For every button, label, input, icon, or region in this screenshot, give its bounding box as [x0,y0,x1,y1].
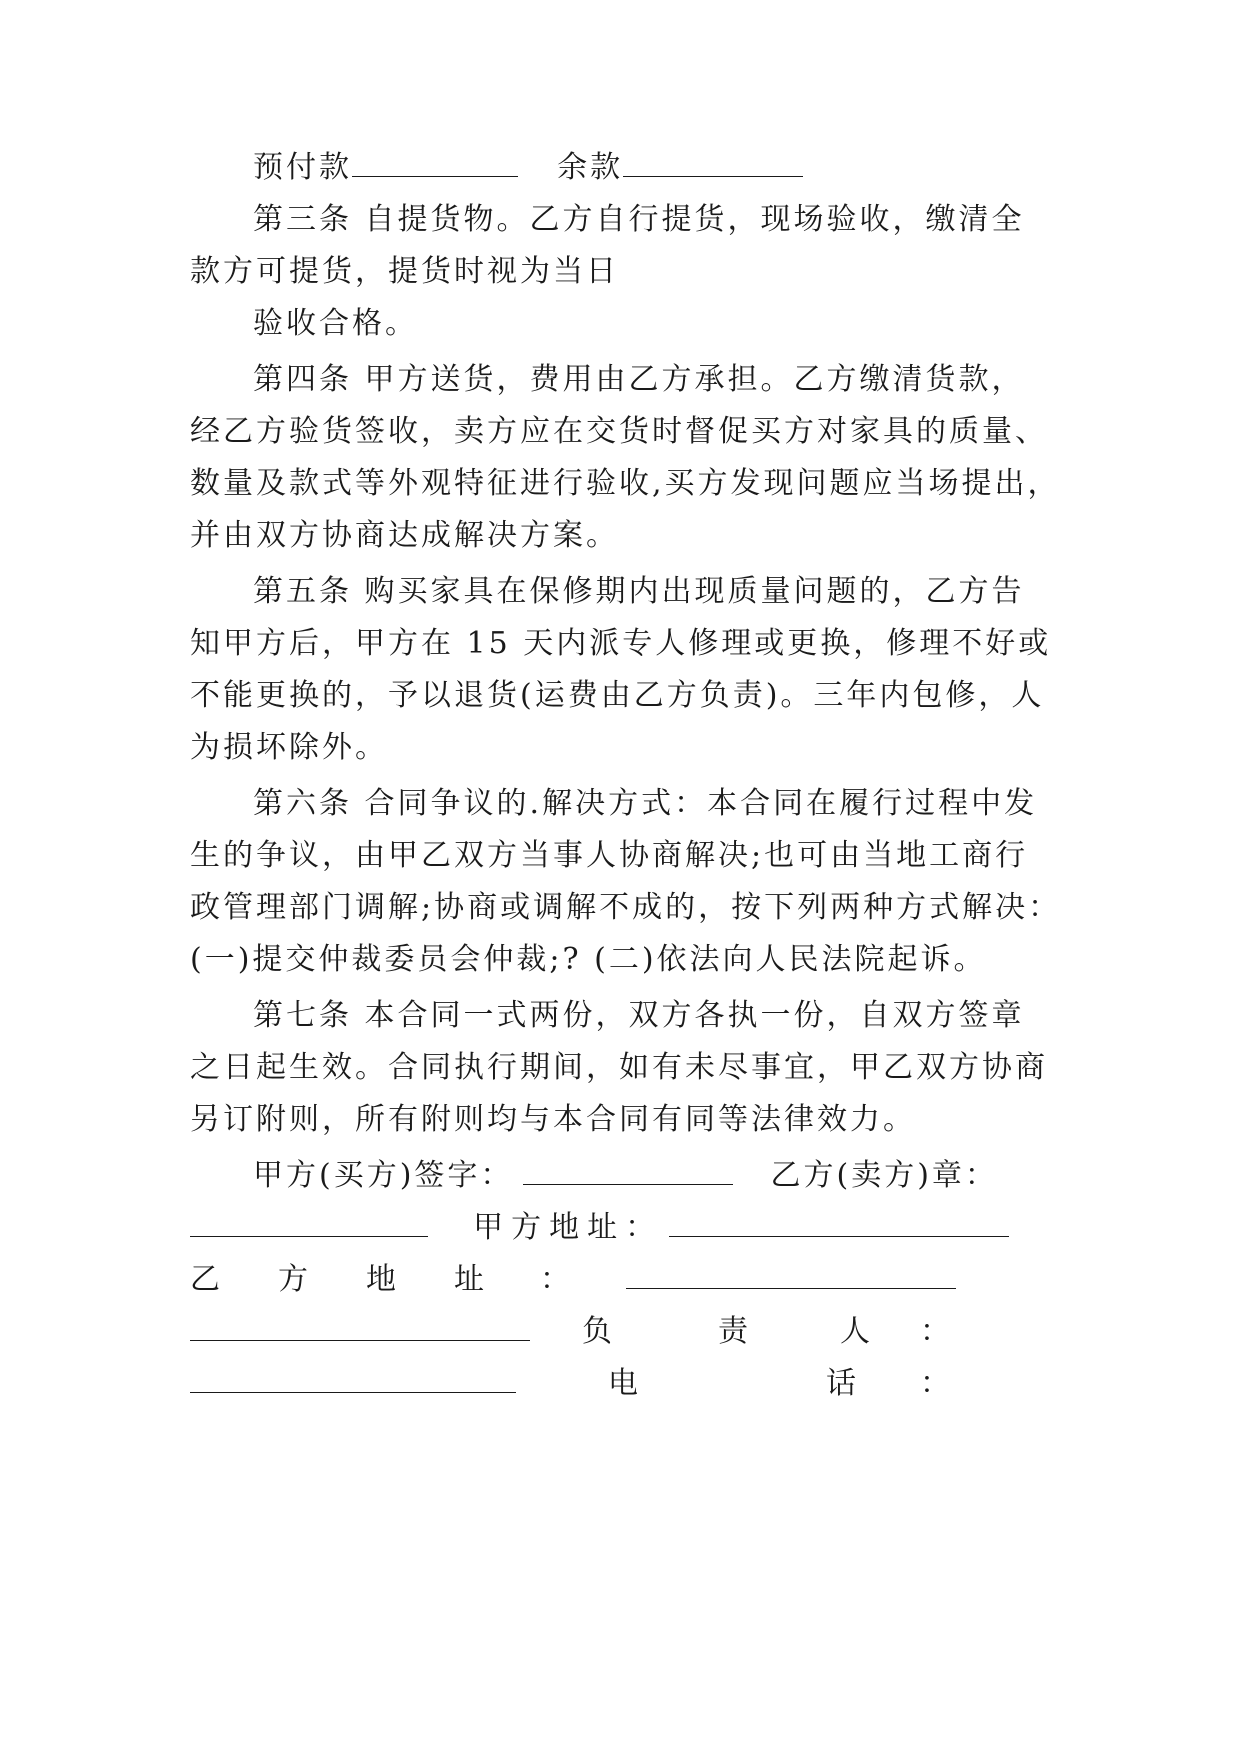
paragraph-line: 款方可提货，提货时视为当日 [190,254,619,289]
paragraph-line: 第四条 甲方送货，费用由乙方承担。乙方缴清货款， [253,362,1025,397]
responsible-char: ： [920,1314,953,1349]
signature-line-1 [253,1156,1053,1196]
party-b-address-char: 乙 [190,1262,223,1297]
party-a-sign-label: 甲方(买方)签字： [253,1158,514,1193]
responsible-blank [190,1366,516,1393]
paragraph-line: 第五条 购买家具在保修期内出现质量问题的，乙方告 [253,574,1025,609]
party-b-address-char: 地 [366,1262,399,1297]
responsible-char: 人 [840,1314,873,1349]
balance-label: 余款 [557,150,624,185]
paragraph-line: 第三条 自提货物。乙方自行提货，现场验收，缴清全 [253,202,1025,237]
party-b-seal-label: 乙方(卖方)章： [770,1158,998,1193]
party-b-address-char: ： [540,1262,573,1297]
party-b-address-char: 址 [454,1262,487,1297]
party-a-address-label: 甲方地址： [473,1210,664,1245]
phone-char: ： [920,1366,953,1401]
paragraph-line: 第七条 本合同一式两份，双方各执一份，自双方签章 [253,998,1025,1033]
paragraph-line: 为损坏除外。 [190,730,388,765]
paragraph-line: 并由双方协商达成解决方案。 [190,518,619,553]
signature-line-2 [190,1208,1050,1248]
responsible-char: 责 [718,1314,751,1349]
paragraph-line: 知甲方后，甲方在 15 天内派专人修理或更换，修理不好或 [190,626,1052,661]
party-b-seal-blank [190,1210,428,1237]
balance-blank [623,150,803,177]
party-b-address-blank [626,1262,956,1289]
paragraph-line: 不能更换的，予以退货(运费由乙方负责)。三年内包修，人 [190,678,1045,713]
paragraph-line: 数量及款式等外观特征进行验收,买方发现问题应当场提出， [190,466,1061,501]
paragraph-line: 之日起生效。合同执行期间，如有未尽事宜，甲乙双方协商 [190,1050,1048,1085]
party-a-sign-blank [523,1158,733,1185]
paragraph-line: 验收合格。 [253,306,418,341]
phone-char: 电 [608,1366,641,1401]
party-a-address-blank [669,1210,1009,1237]
paragraph-line: 另订附则，所有附则均与本合同有同等法律效力。 [190,1102,916,1137]
party-b-address-blank-2 [190,1314,530,1341]
phone-char: 话 [826,1366,859,1401]
payment-line [253,148,1053,188]
party-b-address-char: 方 [278,1262,311,1297]
paragraph-line: 经乙方验货签收，卖方应在交货时督促买方对家具的质量、 [190,414,1048,449]
prepayment-label: 预付款 [253,150,352,185]
paragraph-line: 政管理部门调解;协商或调解不成的，按下列两种方式解决： [190,890,1062,925]
paragraph-line: 第六条 合同争议的.解决方式：本合同在履行过程中发 [253,786,1038,821]
paragraph-line: (一)提交仲裁委员会仲裁;? (二)依法向人民法院起诉。 [190,942,987,977]
paragraph-line: 生的争议，由甲乙双方当事人协商解决;也可由当地工商行 [190,838,1029,873]
prepayment-blank [352,150,518,177]
responsible-char: 负 [582,1314,615,1349]
